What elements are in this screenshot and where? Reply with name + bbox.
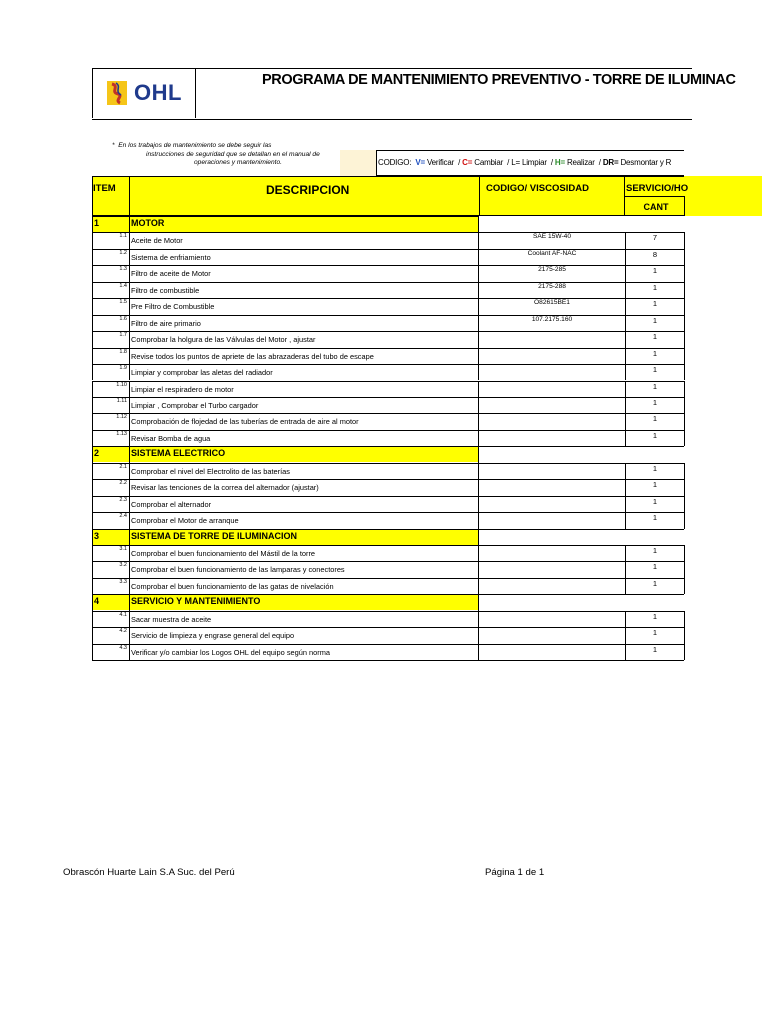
row-description: Sistema de enfriamiento — [131, 252, 211, 262]
header-divider — [479, 176, 480, 216]
row-divider — [92, 446, 93, 462]
row-line — [92, 545, 684, 546]
row-description: Pre Filtro de Combustible — [131, 302, 215, 312]
row-item-number: 3.1 — [119, 546, 127, 552]
section-title: SISTEMA DE TORRE DE ILUMINACION — [131, 530, 298, 541]
row-quantity: 1 — [652, 266, 658, 276]
row-divider — [129, 594, 130, 610]
row-divider — [478, 644, 479, 660]
row-divider — [129, 463, 130, 479]
row-description: Limpiar el respiradero de motor — [131, 384, 234, 394]
row-quantity: 1 — [652, 546, 658, 555]
row-code: 107.2175.160 — [531, 315, 573, 323]
row-line — [92, 381, 684, 382]
row-line — [92, 578, 684, 579]
document-title: PROGRAMA DE MANTENIMIENTO PREVENTIVO - TORRE DE ILUMINAC — [262, 72, 736, 88]
row-line — [92, 463, 684, 464]
row-divider — [129, 496, 130, 512]
row-divider — [129, 644, 130, 660]
row-line — [92, 660, 684, 661]
row-description: Limpiar , Comprobar el Turbo cargador — [131, 400, 259, 410]
header-line — [92, 176, 684, 177]
row-divider — [684, 430, 685, 446]
row-quantity: 1 — [652, 332, 658, 342]
row-quantity: 1 — [652, 315, 658, 325]
row-divider — [478, 545, 479, 561]
row-divider — [684, 611, 685, 627]
footer-page-number: Página 1 de 1 — [485, 867, 545, 878]
header-divider — [129, 176, 130, 216]
footer-company: Obrascón Huarte Lain S.A Suc. del Perú — [63, 867, 235, 878]
row-item-number: 2.1 — [119, 463, 127, 470]
row-item-number: 1.4 — [119, 282, 127, 289]
row-divider — [129, 529, 130, 545]
section-number: 1 — [94, 218, 100, 228]
row-quantity: 1 — [652, 480, 658, 490]
row-line — [92, 479, 684, 480]
row-description: Filtro de aceite de Motor — [131, 269, 211, 279]
row-divider — [478, 430, 479, 446]
code-h-key: H= — [554, 158, 565, 167]
row-item-number: 2.4 — [119, 513, 127, 520]
ohl-logo-icon — [106, 80, 128, 106]
row-description: Comprobación de flojedad de las tuberías de entrada de aire al motor — [131, 417, 359, 427]
row-divider — [478, 331, 479, 347]
row-divider — [478, 611, 479, 627]
row-line — [92, 413, 684, 414]
row-quantity: 1 — [652, 348, 658, 358]
row-item-number: 1.6 — [119, 315, 127, 322]
row-quantity: 7 — [652, 233, 658, 243]
row-description: Aceite de Motor — [131, 236, 183, 246]
row-description: Verificar y/o cambiar los Logos OHL del equipo según norma — [131, 647, 330, 657]
row-item-number: 2.3 — [119, 496, 127, 503]
row-description: Filtro de combustible — [131, 285, 200, 295]
row-line — [92, 529, 478, 530]
row-divider — [684, 348, 685, 364]
row-item-number: 1.7 — [119, 332, 127, 339]
row-quantity: 1 — [652, 463, 658, 473]
row-divider — [684, 298, 685, 314]
row-line — [92, 594, 478, 595]
row-line — [92, 644, 684, 645]
note-bullet: * — [112, 142, 115, 149]
code-legend-accent — [340, 150, 376, 176]
header-divider — [684, 196, 685, 216]
row-divider — [129, 216, 130, 232]
row-divider — [478, 413, 479, 429]
row-divider — [92, 216, 93, 232]
row-item-number: 3.2 — [119, 562, 127, 569]
row-line — [92, 430, 684, 431]
note-line-2: instrucciones de seguridad que se detallan en el manual de — [146, 150, 320, 158]
row-description: Revisar las tenciones de la correa del alternador (ajustar) — [131, 483, 319, 493]
row-divider — [129, 446, 130, 462]
row-description: Comprobar el Motor de arranque — [131, 516, 239, 526]
row-divider — [478, 216, 479, 232]
row-quantity: 1 — [652, 430, 658, 440]
row-description: Comprobar el buen funcionamiento de las lamparas y conectores — [131, 565, 345, 575]
row-divider — [478, 463, 479, 479]
row-quantity: 1 — [652, 644, 658, 654]
code-dr-text: Desmontar y R — [620, 158, 672, 167]
row-divider — [684, 282, 685, 298]
logo-text: OHL — [134, 80, 182, 105]
section-title: SISTEMA ELECTRICO — [131, 448, 226, 459]
row-item-number: 4.1 — [119, 611, 127, 618]
code-c-text: Cambiar — [474, 158, 504, 167]
row-divider — [129, 545, 130, 561]
row-divider — [129, 578, 130, 594]
section-title: SERVICIO Y MANTENIMIENTO — [131, 596, 261, 607]
code-h-text: Realizar — [566, 158, 595, 167]
row-description: Filtro de aire primario — [131, 318, 201, 328]
row-description: Revisar Bomba de agua — [131, 433, 211, 443]
row-divider — [478, 529, 479, 545]
row-item-number: 1.12 — [116, 414, 127, 421]
row-description: Comprobar la holgura de las Válvulas del Motor , ajustar — [131, 335, 316, 345]
row-item-number: 1.5 — [119, 299, 127, 306]
row-divider — [684, 265, 685, 281]
section-title: MOTOR — [131, 218, 165, 228]
row-quantity: 1 — [652, 513, 658, 523]
row-divider — [684, 413, 685, 429]
row-quantity: 1 — [652, 282, 658, 292]
row-divider — [129, 265, 130, 281]
row-line — [92, 496, 684, 497]
row-divider — [684, 463, 685, 479]
row-divider — [684, 315, 685, 331]
row-divider — [92, 529, 93, 545]
row-quantity: 1 — [652, 628, 658, 638]
row-item-number: 1.13 — [116, 430, 127, 437]
row-description: Comprobar el buen funcionamiento de las gatas de nivelación — [131, 581, 334, 591]
row-divider — [684, 232, 685, 248]
row-divider — [684, 545, 685, 561]
row-divider — [129, 348, 130, 364]
row-divider — [478, 446, 479, 462]
row-divider — [478, 627, 479, 643]
column-header-cant: CANT — [643, 202, 669, 212]
row-divider — [92, 594, 93, 610]
row-item-number: 3.3 — [119, 578, 127, 585]
row-item-number: 1.8 — [119, 348, 127, 355]
code-l-text: L= Limpiar — [511, 158, 547, 167]
row-divider — [129, 298, 130, 314]
row-line — [92, 611, 684, 612]
row-item-number: 1.3 — [119, 266, 127, 273]
row-divider — [684, 331, 685, 347]
row-divider — [478, 561, 479, 577]
row-quantity: 1 — [652, 365, 658, 375]
row-divider — [129, 331, 130, 347]
row-divider — [129, 611, 130, 627]
row-divider — [129, 282, 130, 298]
code-legend: CODIGO: V= Verificar / C= Cambiar / L= Limpiar / H= Realizar / DR= Desmontar y R — [376, 150, 684, 176]
section-number: 2 — [94, 448, 100, 459]
row-divider — [478, 364, 479, 380]
row-quantity: 1 — [652, 414, 658, 424]
row-item-number: 4.3 — [119, 644, 127, 651]
row-description: Comprobar el alternador — [131, 499, 212, 509]
row-line — [92, 216, 478, 217]
row-quantity: 1 — [652, 496, 658, 506]
row-quantity: 1 — [652, 381, 658, 391]
section-number: 3 — [94, 530, 100, 541]
column-header-servicio: SERVICIO/HO — [626, 183, 689, 194]
row-quantity: 1 — [652, 578, 658, 588]
row-divider — [684, 381, 685, 397]
row-description: Servicio de limpieza y engrase general del equipo — [131, 631, 295, 641]
row-divider — [478, 578, 479, 594]
row-divider — [129, 561, 130, 577]
code-v-text: Verificar — [426, 158, 455, 167]
row-divider — [478, 348, 479, 364]
row-item-number: 1.9 — [119, 365, 127, 372]
row-quantity: 1 — [652, 562, 658, 572]
row-item-number: 1.11 — [116, 397, 127, 404]
row-divider — [684, 479, 685, 495]
row-divider — [129, 512, 130, 528]
row-item-number: 4.2 — [119, 628, 127, 635]
row-quantity: 8 — [652, 249, 658, 259]
row-code: Coolant AF-NAC — [527, 249, 577, 257]
row-divider — [478, 397, 479, 413]
row-divider — [129, 397, 130, 413]
code-v-key: V= — [415, 158, 425, 167]
row-description: Comprobar el buen funcionamiento del Mástil de la torre — [131, 549, 316, 558]
row-quantity: 1 — [652, 299, 658, 309]
row-description: Limpiar y comprobar las aletas del radiador — [131, 368, 273, 378]
row-divider — [684, 578, 685, 594]
row-line — [92, 446, 478, 447]
code-legend-label: CODIGO: — [378, 158, 412, 167]
row-line — [92, 397, 684, 398]
row-code: SAE 15W-40 — [533, 233, 571, 241]
row-divider — [684, 627, 685, 643]
row-divider — [129, 232, 130, 248]
column-header-codigo: CODIGO/ VISCOSIDAD — [486, 183, 589, 194]
row-code: O82615BE1 — [534, 299, 570, 307]
row-item-number: 1.2 — [119, 249, 127, 256]
row-description: Revise todos los puntos de apriete de las abrazaderas del tubo de escape — [131, 351, 374, 361]
safety-note — [112, 142, 342, 168]
row-divider — [684, 249, 685, 265]
row-divider — [684, 496, 685, 512]
row-divider — [684, 561, 685, 577]
row-divider — [684, 512, 685, 528]
row-divider — [129, 627, 130, 643]
row-line — [92, 512, 684, 513]
row-divider — [684, 364, 685, 380]
column-header-item: ITEM — [93, 183, 116, 194]
note-line-1: En los trabajos de mantenimiento se debe seguir las — [118, 142, 272, 149]
row-divider — [478, 594, 479, 610]
row-line — [92, 627, 684, 628]
row-code: 2175-285 — [538, 266, 566, 274]
row-divider — [129, 381, 130, 397]
row-item-number: 1.1 — [119, 233, 127, 240]
header-line — [624, 196, 684, 197]
row-line — [92, 561, 684, 562]
row-divider — [129, 479, 130, 495]
code-c-key: C= — [462, 158, 473, 167]
header-divider — [92, 176, 93, 216]
note-line-3: operaciones y mantenimiento. — [194, 159, 282, 166]
row-item-number: 2.2 — [119, 480, 127, 487]
row-divider — [684, 644, 685, 660]
code-dr-key: DR= — [602, 158, 619, 167]
row-item-number: 1.10 — [116, 381, 127, 388]
section-number: 4 — [94, 596, 100, 607]
row-divider — [129, 364, 130, 380]
row-quantity: 1 — [652, 397, 658, 407]
row-divider — [478, 496, 479, 512]
row-divider — [478, 479, 479, 495]
row-divider — [129, 413, 130, 429]
row-line — [92, 364, 684, 365]
row-divider — [478, 381, 479, 397]
row-description: Sacar muestra de aceite — [131, 614, 212, 624]
row-code: 2175-288 — [538, 282, 566, 290]
row-divider — [129, 315, 130, 331]
row-line — [92, 331, 684, 332]
row-line — [92, 348, 684, 349]
row-divider — [684, 397, 685, 413]
row-divider — [129, 249, 130, 265]
row-description: Comprobar el nivel del Electrolito de las baterías — [131, 466, 290, 476]
column-header-descripcion: DESCRIPCION — [266, 183, 350, 197]
row-quantity: 1 — [652, 611, 658, 621]
row-divider — [478, 512, 479, 528]
row-divider — [129, 430, 130, 446]
